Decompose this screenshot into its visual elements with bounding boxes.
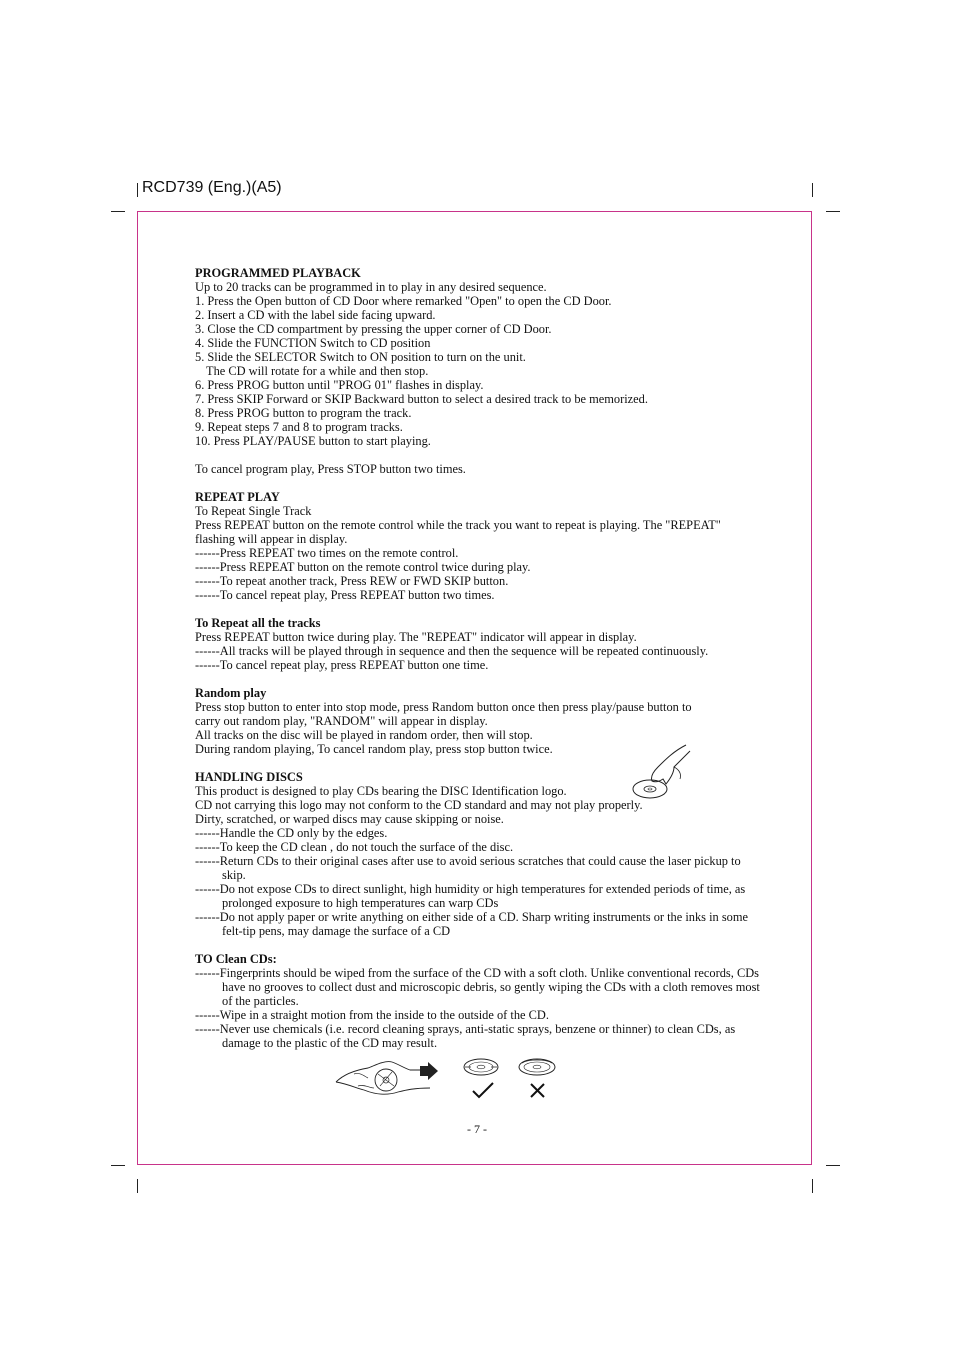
paragraph: Press REPEAT button twice during play. The "REPEAT" indicator will appear in display. [195, 630, 637, 644]
correct-wipe-disc-illustration [461, 1057, 501, 1101]
crop-mark [812, 183, 813, 197]
crop-mark [826, 1165, 840, 1166]
paragraph: CD not carrying this logo may not conform to the CD standard and may not play properly. [195, 798, 643, 812]
document-header-title: RCD739 (Eng.)(A5) [142, 179, 282, 196]
paragraph: This product is designed to play CDs bearing the DISC Identification logo. [195, 784, 567, 798]
paragraph: Press REPEAT button on the remote control while the track you want to repeat is playing. The "REPEAT" [195, 518, 721, 532]
list-item: ------To cancel repeat play, press REPEAT button one time. [195, 658, 489, 672]
subheading: To Repeat Single Track [195, 504, 312, 518]
list-item: ------To keep the CD clean , do not touch the surface of the disc. [195, 840, 514, 854]
section-heading: TO Clean CDs: [195, 952, 277, 966]
section-heading: PROGRAMMED PLAYBACK [195, 266, 361, 280]
list-item: 1. Press the Open button of CD Door where remarked "Open" to open the CD Door. [195, 294, 612, 308]
hand-outline [651, 745, 690, 784]
section-heading: HANDLING DISCS [195, 770, 303, 784]
incorrect-wipe-disc-illustration [514, 1057, 560, 1101]
list-item: ------Wipe in a straight motion from the inside to the outside of the CD. [195, 1008, 549, 1022]
list-item: ------To repeat another track, Press REW or FWD SKIP button. [195, 574, 509, 588]
section-heading: Random play [195, 686, 267, 700]
crop-mark [812, 1179, 813, 1193]
list-item: ------Never use chemicals (i.e. record cleaning sprays, anti-static sprays, benzene or thinner) to clean CDs, as damage to the plastic of the CD may result. [195, 1022, 736, 1050]
crop-mark [137, 1179, 138, 1193]
paragraph: To cancel program play, Press STOP button two times. [195, 462, 466, 476]
checkmark-icon [473, 1083, 493, 1097]
list-item: ------All tracks will be played through in sequence and then the sequence will be repeated continuously. [195, 644, 709, 658]
crop-mark [111, 1165, 125, 1166]
page-content [195, 266, 785, 1050]
list-item: ------Press REPEAT two times on the remote control. [195, 546, 459, 560]
list-item: 3. Close the CD compartment by pressing the upper corner of CD Door. [195, 322, 552, 336]
list-item: ------Return CDs to their original cases after use to avoid serious scratches that could cause the laser pickup to skip. [195, 854, 741, 882]
arrow-right-icon [420, 1062, 438, 1080]
section-heading: REPEAT PLAY [195, 490, 280, 504]
list-item: ------Press REPEAT button on the remote control twice during play. [195, 560, 531, 574]
list-item: ------Handle the CD only by the edges. [195, 826, 388, 840]
step-note: The CD will rotate for a while and then stop. [206, 364, 429, 378]
crop-mark [111, 211, 125, 212]
list-item: 10. Press PLAY/PAUSE button to start playing. [195, 434, 431, 448]
crop-mark [826, 211, 840, 212]
wiping-disc-illustration [334, 1054, 442, 1100]
list-item: ------Fingerprints should be wiped from the surface of the CD with a soft cloth. Unlike conventional records, CDs have no grooves to collect dust and microscopic debris, so gently wiping the CDs with a cloth removes most of the particles. [195, 966, 760, 1008]
list-item: ------To cancel repeat play, Press REPEAT button two times. [195, 588, 495, 602]
list-item: 7. Press SKIP Forward or SKIP Backward button to select a desired track to be memorized. [195, 392, 648, 406]
paragraph: All tracks on the disc will be played in random order, then will stop. [195, 728, 533, 742]
paragraph: During random playing, To cancel random play, press stop button twice. [195, 742, 553, 756]
paragraph: Dirty, scratched, or warped discs may cause skipping or noise. [195, 812, 504, 826]
list-item: 9. Repeat steps 7 and 8 to program tracks. [195, 420, 403, 434]
disc-shape [633, 780, 667, 798]
paragraph: Press stop button to enter into stop mode, press Random button once then press play/pause button to [195, 700, 692, 714]
list-item: 2. Insert a CD with the label side facing upward. [195, 308, 436, 322]
paragraph: flashing will appear in display. [195, 532, 348, 546]
list-item: ------Do not expose CDs to direct sunlight, high humidity or high temperatures for extended periods of time, as prolonged exposure to high temperatures can warp CDs [195, 882, 746, 910]
section-heading: To Repeat all the tracks [195, 616, 321, 630]
paragraph: Up to 20 tracks can be programmed in to play in any desired sequence. [195, 280, 547, 294]
list-item: 4. Slide the FUNCTION Switch to CD position [195, 336, 431, 350]
list-item: 6. Press PROG button until "PROG 01" flashes in display. [195, 378, 484, 392]
list-item: 8. Press PROG button to program the track. [195, 406, 412, 420]
list-item: ------Do not apply paper or write anything on either side of a CD. Sharp writing instruments or the inks in some felt-tip pens, may damage the surface of a CD [195, 910, 748, 938]
crop-mark [137, 183, 138, 197]
page-number: - 7 - [467, 1122, 487, 1136]
list-item: 5. Slide the SELECTOR Switch to ON position to turn on the unit. [195, 350, 526, 364]
paragraph: carry out random play, "RANDOM" will appear in display. [195, 714, 488, 728]
hand-holding-disc-illustration [630, 743, 692, 801]
cross-icon [531, 1084, 544, 1097]
